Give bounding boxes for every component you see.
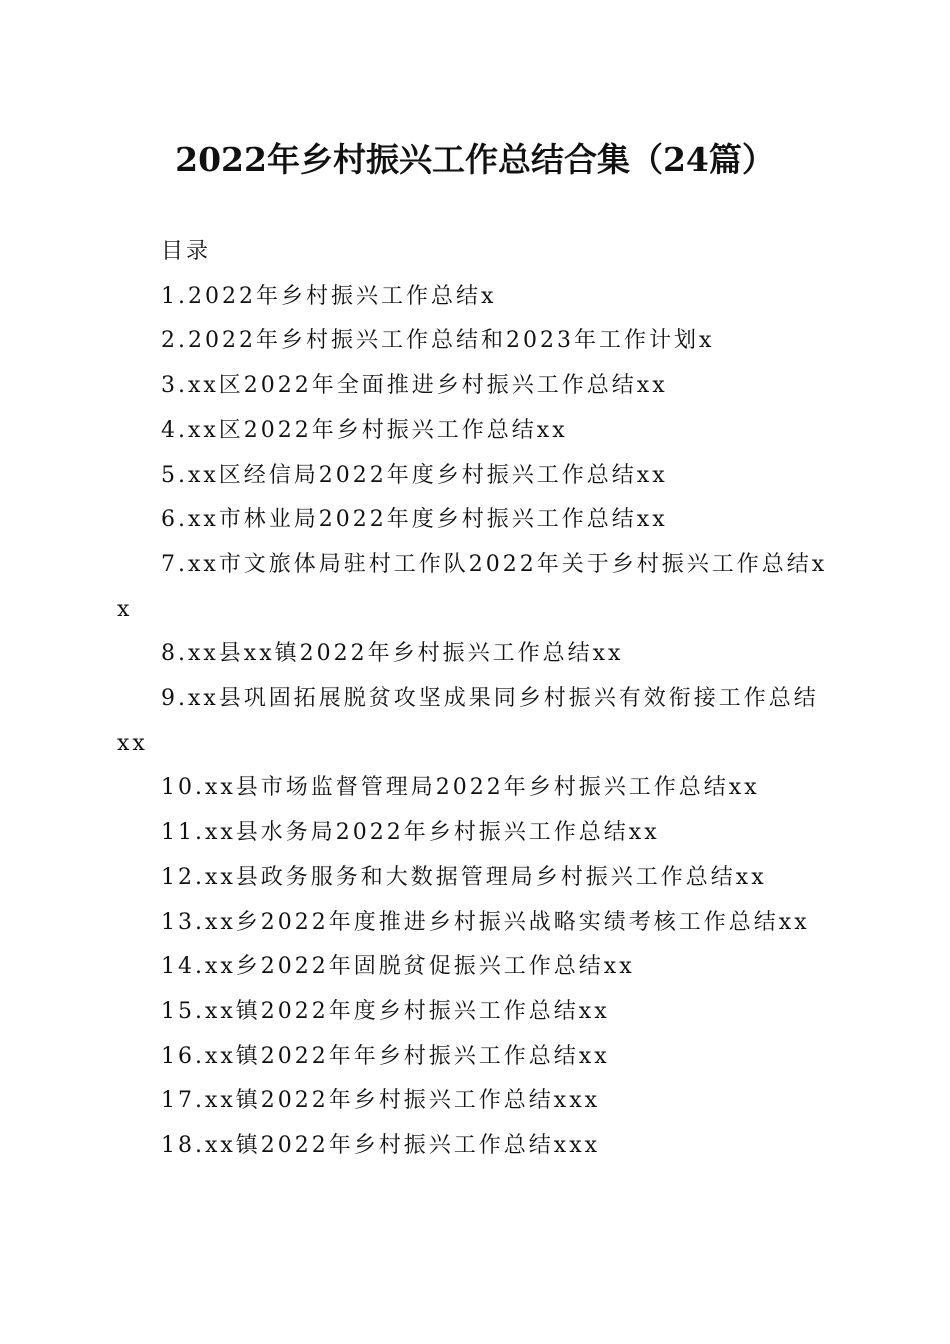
toc-item: 8.xx县xx镇2022年乡村振兴工作总结xx xyxy=(161,641,624,667)
toc-item: 18.xx镇2022年乡村振兴工作总结xxx xyxy=(161,1133,601,1159)
toc-item: 1.2022年乡村振兴工作总结x xyxy=(161,283,497,309)
toc-item: 6.xx市林业局2022年度乡村振兴工作总结xx xyxy=(161,507,668,533)
table-of-contents xyxy=(117,230,829,1169)
toc-item: 9.xx县巩固拓展脱贫攻坚成果同乡村振兴有效衔接工作总结xx xyxy=(117,686,819,756)
document-title: 2022年乡村振兴工作总结合集（24篇） xyxy=(175,140,775,179)
toc-item: 12.xx县政务服务和大数据管理局乡村振兴工作总结xx xyxy=(161,864,767,890)
toc-item: 13.xx乡2022年度推进乡村振兴战略实绩考核工作总结xx xyxy=(161,909,810,935)
toc-item: 11.xx县水务局2022年乡村振兴工作总结xx xyxy=(161,820,660,846)
toc-item: 16.xx镇2022年年乡村振兴工作总结xx xyxy=(161,1043,610,1069)
toc-item: 7.xx市文旅体局驻村工作队2022年关于乡村振兴工作总结xx xyxy=(117,551,828,622)
toc-item: 2.2022年乡村振兴工作总结和2023年工作计划x xyxy=(161,328,715,354)
toc-item: 3.xx区2022年全面推进乡村振兴工作总结xx xyxy=(161,373,668,399)
toc-heading: 目录 xyxy=(161,239,212,264)
toc-item: 15.xx镇2022年度乡村振兴工作总结xx xyxy=(161,998,610,1024)
toc-item: 17.xx镇2022年乡村振兴工作总结xxx xyxy=(161,1088,601,1114)
toc-item: 10.xx县市场监督管理局2022年乡村振兴工作总结xx xyxy=(161,775,760,801)
toc-item: 14.xx乡2022年固脱贫促振兴工作总结xx xyxy=(161,954,635,980)
toc-item: 4.xx区2022年乡村振兴工作总结xx xyxy=(161,417,568,443)
toc-item: 5.xx区经信局2022年度乡村振兴工作总结xx xyxy=(161,462,668,488)
